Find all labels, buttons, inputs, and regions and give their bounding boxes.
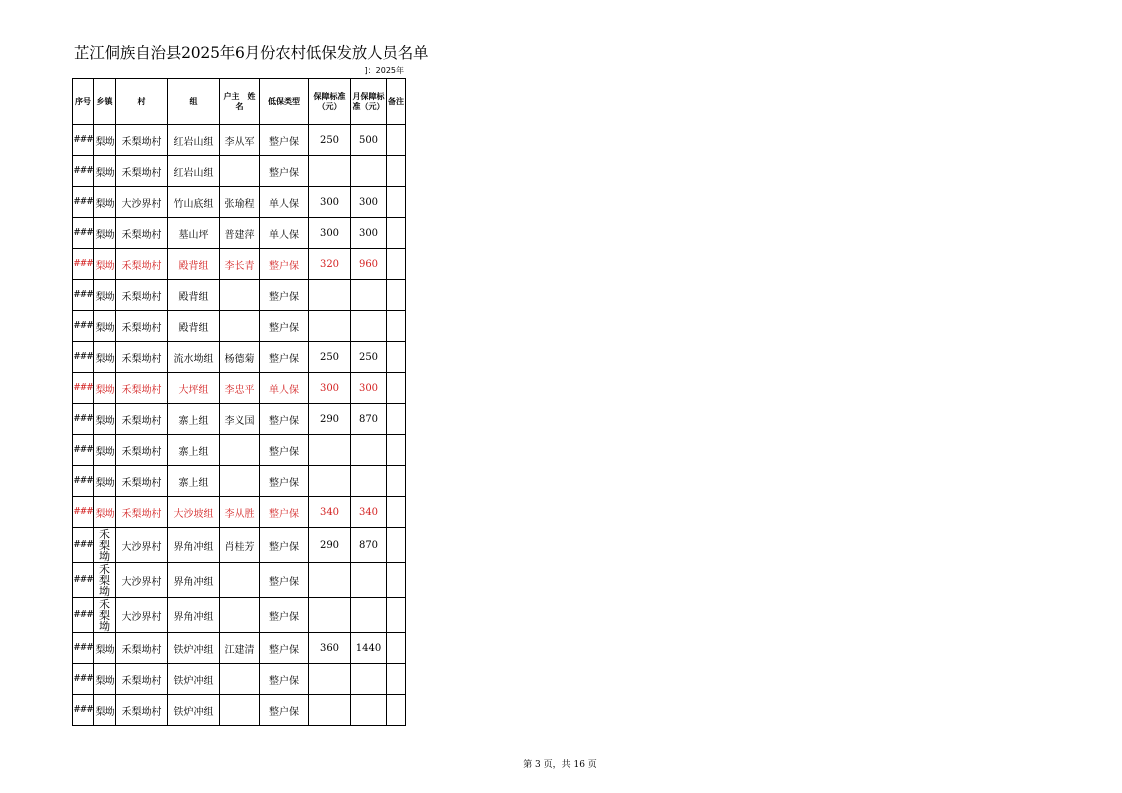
header-monthly: 月保障标准（元） (351, 79, 387, 125)
standard-cell: 290 (309, 404, 351, 435)
town-cell: 梨坳 (94, 249, 116, 280)
remark-cell (387, 311, 406, 342)
table-body (73, 125, 406, 726)
remark-cell (387, 218, 406, 249)
head-name-cell: 张瑜程 (220, 187, 260, 218)
seq-cell: ### (73, 695, 94, 726)
town-cell: 梨坳 (94, 404, 116, 435)
head-name-cell (220, 156, 260, 187)
monthly-cell: 960 (351, 249, 387, 280)
monthly-cell: 500 (351, 125, 387, 156)
standard-cell: 250 (309, 342, 351, 373)
seq-cell: ### (73, 342, 94, 373)
group-cell: 界角冲组 (168, 528, 220, 563)
table-row (73, 280, 406, 311)
seq-cell: ### (73, 497, 94, 528)
monthly-cell: 300 (351, 373, 387, 404)
standard-cell: 340 (309, 497, 351, 528)
monthly-cell (351, 156, 387, 187)
town-cell: 梨坳 (94, 187, 116, 218)
village-cell: 禾梨坳村 (116, 342, 168, 373)
table-header-row (73, 79, 406, 125)
group-cell: 寨上组 (168, 404, 220, 435)
type-cell: 整户保 (260, 249, 309, 280)
type-cell: 整户保 (260, 497, 309, 528)
monthly-cell: 300 (351, 187, 387, 218)
seq-cell: ### (73, 280, 94, 311)
monthly-cell: 340 (351, 497, 387, 528)
standard-cell (309, 466, 351, 497)
standard-cell (309, 563, 351, 598)
header-remark: 备注 (387, 79, 406, 125)
seq-cell: ### (73, 311, 94, 342)
town-cell: 梨坳 (94, 633, 116, 664)
header-standard: 保障标准（元） (309, 79, 351, 125)
village-cell: 大沙界村 (116, 563, 168, 598)
seq-cell: ### (73, 466, 94, 497)
head-name-cell (220, 598, 260, 633)
header-seq: 序号 (73, 79, 94, 125)
head-name-cell: 江建清 (220, 633, 260, 664)
group-cell: 界角冲组 (168, 598, 220, 633)
group-cell: 竹山底组 (168, 187, 220, 218)
village-cell: 禾梨坳村 (116, 466, 168, 497)
village-cell: 禾梨坳村 (116, 280, 168, 311)
monthly-cell: 870 (351, 404, 387, 435)
header-group: 组 (168, 79, 220, 125)
table-row (73, 664, 406, 695)
monthly-cell (351, 311, 387, 342)
group-cell: 墓山坪 (168, 218, 220, 249)
town-cell: 禾梨坳 (94, 598, 116, 633)
monthly-cell (351, 435, 387, 466)
monthly-cell (351, 563, 387, 598)
table-row (73, 695, 406, 726)
monthly-cell: 870 (351, 528, 387, 563)
type-cell: 整户保 (260, 125, 309, 156)
table-row (73, 633, 406, 664)
remark-cell (387, 497, 406, 528)
head-name-cell: 李从胜 (220, 497, 260, 528)
type-cell: 整户保 (260, 598, 309, 633)
town-cell: 梨坳 (94, 156, 116, 187)
standard-cell: 300 (309, 218, 351, 249)
type-cell: 整户保 (260, 435, 309, 466)
town-cell: 梨坳 (94, 125, 116, 156)
page-footer: 第 3 页，共 16 页 (523, 760, 597, 770)
monthly-cell (351, 664, 387, 695)
group-cell: 铁炉冲组 (168, 664, 220, 695)
table-row (73, 342, 406, 373)
type-cell: 整户保 (260, 466, 309, 497)
standard-cell: 290 (309, 528, 351, 563)
seq-cell: ### (73, 435, 94, 466)
seq-cell: ### (73, 633, 94, 664)
village-cell: 禾梨坳村 (116, 497, 168, 528)
remark-cell (387, 156, 406, 187)
village-cell: 大沙界村 (116, 598, 168, 633)
type-cell: 单人保 (260, 218, 309, 249)
head-name-cell (220, 280, 260, 311)
table-row (73, 466, 406, 497)
table-row (73, 187, 406, 218)
header-town: 乡镇 (94, 79, 116, 125)
monthly-cell (351, 466, 387, 497)
type-cell: 整户保 (260, 664, 309, 695)
type-cell: 整户保 (260, 342, 309, 373)
standard-cell: 300 (309, 187, 351, 218)
seq-cell: ### (73, 528, 94, 563)
town-cell: 禾梨坳 (94, 528, 116, 563)
header-head-name: 户主 姓名 (220, 79, 260, 125)
type-cell: 单人保 (260, 373, 309, 404)
head-name-cell: 普建萍 (220, 218, 260, 249)
head-name-cell: 李义国 (220, 404, 260, 435)
village-cell: 禾梨坳村 (116, 664, 168, 695)
table-row (73, 435, 406, 466)
group-cell: 殿背组 (168, 280, 220, 311)
head-name-cell (220, 695, 260, 726)
remark-cell (387, 404, 406, 435)
town-cell: 梨坳 (94, 497, 116, 528)
town-cell: 梨坳 (94, 695, 116, 726)
page-title: 芷江侗族自治县2025年6月份农村低保发放人员名单 (74, 44, 429, 62)
remark-cell (387, 633, 406, 664)
seq-cell: ### (73, 187, 94, 218)
town-cell: 梨坳 (94, 311, 116, 342)
remark-cell (387, 528, 406, 563)
village-cell: 大沙界村 (116, 528, 168, 563)
town-cell: 禾梨坳 (94, 563, 116, 598)
monthly-cell: 300 (351, 218, 387, 249)
group-cell: 大沙坡组 (168, 497, 220, 528)
remark-cell (387, 249, 406, 280)
table-row (73, 528, 406, 563)
town-cell: 梨坳 (94, 435, 116, 466)
seq-cell: ### (73, 125, 94, 156)
head-name-cell (220, 435, 260, 466)
type-cell: 整户保 (260, 695, 309, 726)
village-cell: 禾梨坳村 (116, 125, 168, 156)
village-cell: 禾梨坳村 (116, 435, 168, 466)
village-cell: 禾梨坳村 (116, 633, 168, 664)
standard-cell (309, 695, 351, 726)
head-name-cell (220, 311, 260, 342)
head-name-cell: 李从军 (220, 125, 260, 156)
head-name-cell: 李忠平 (220, 373, 260, 404)
remark-cell (387, 664, 406, 695)
standard-cell (309, 664, 351, 695)
remark-cell (387, 466, 406, 497)
group-cell: 寨上组 (168, 466, 220, 497)
type-cell: 整户保 (260, 633, 309, 664)
group-cell: 殿背组 (168, 311, 220, 342)
group-cell: 界角冲组 (168, 563, 220, 598)
monthly-cell: 250 (351, 342, 387, 373)
date-subtitle: ]：2025年 (364, 66, 404, 75)
head-name-cell: 李长青 (220, 249, 260, 280)
table-row (73, 311, 406, 342)
table-row (73, 404, 406, 435)
type-cell: 整户保 (260, 156, 309, 187)
table-row (73, 249, 406, 280)
village-cell: 禾梨坳村 (116, 249, 168, 280)
group-cell: 大坪组 (168, 373, 220, 404)
standard-cell: 320 (309, 249, 351, 280)
head-name-cell: 肖桂芳 (220, 528, 260, 563)
type-cell: 整户保 (260, 563, 309, 598)
seq-cell: ### (73, 249, 94, 280)
remark-cell (387, 563, 406, 598)
type-cell: 单人保 (260, 187, 309, 218)
remark-cell (387, 280, 406, 311)
standard-cell (309, 598, 351, 633)
group-cell: 铁炉冲组 (168, 633, 220, 664)
seq-cell: ### (73, 373, 94, 404)
header-type: 低保类型 (260, 79, 309, 125)
town-cell: 梨坳 (94, 218, 116, 249)
village-cell: 禾梨坳村 (116, 373, 168, 404)
village-cell: 禾梨坳村 (116, 218, 168, 249)
group-cell: 红岩山组 (168, 125, 220, 156)
village-cell: 禾梨坳村 (116, 404, 168, 435)
group-cell: 殿背组 (168, 249, 220, 280)
village-cell: 禾梨坳村 (116, 311, 168, 342)
remark-cell (387, 342, 406, 373)
standard-cell (309, 311, 351, 342)
group-cell: 流水坳组 (168, 342, 220, 373)
remark-cell (387, 187, 406, 218)
village-cell: 禾梨坳村 (116, 156, 168, 187)
standard-cell (309, 156, 351, 187)
standard-cell (309, 280, 351, 311)
standard-cell: 300 (309, 373, 351, 404)
monthly-cell (351, 695, 387, 726)
group-cell: 寨上组 (168, 435, 220, 466)
monthly-cell: 1440 (351, 633, 387, 664)
standard-cell (309, 435, 351, 466)
table-row (73, 156, 406, 187)
table-row (73, 598, 406, 633)
type-cell: 整户保 (260, 280, 309, 311)
village-cell: 禾梨坳村 (116, 695, 168, 726)
seq-cell: ### (73, 598, 94, 633)
standard-cell: 250 (309, 125, 351, 156)
table-row (73, 373, 406, 404)
town-cell: 梨坳 (94, 373, 116, 404)
standard-cell: 360 (309, 633, 351, 664)
village-cell: 大沙界村 (116, 187, 168, 218)
remark-cell (387, 598, 406, 633)
seq-cell: ### (73, 156, 94, 187)
monthly-cell (351, 280, 387, 311)
roster-table (72, 78, 406, 726)
table-row (73, 563, 406, 598)
table-row (73, 218, 406, 249)
head-name-cell (220, 466, 260, 497)
type-cell: 整户保 (260, 311, 309, 342)
town-cell: 梨坳 (94, 466, 116, 497)
remark-cell (387, 435, 406, 466)
table-row (73, 125, 406, 156)
town-cell: 梨坳 (94, 280, 116, 311)
head-name-cell (220, 664, 260, 695)
town-cell: 梨坳 (94, 664, 116, 695)
seq-cell: ### (73, 664, 94, 695)
seq-cell: ### (73, 218, 94, 249)
town-cell: 梨坳 (94, 342, 116, 373)
table-row (73, 497, 406, 528)
monthly-cell (351, 598, 387, 633)
head-name-cell (220, 563, 260, 598)
header-village: 村 (116, 79, 168, 125)
type-cell: 整户保 (260, 528, 309, 563)
head-name-cell: 杨德菊 (220, 342, 260, 373)
remark-cell (387, 373, 406, 404)
group-cell: 红岩山组 (168, 156, 220, 187)
seq-cell: ### (73, 563, 94, 598)
seq-cell: ### (73, 404, 94, 435)
remark-cell (387, 695, 406, 726)
type-cell: 整户保 (260, 404, 309, 435)
group-cell: 铁炉冲组 (168, 695, 220, 726)
remark-cell (387, 125, 406, 156)
